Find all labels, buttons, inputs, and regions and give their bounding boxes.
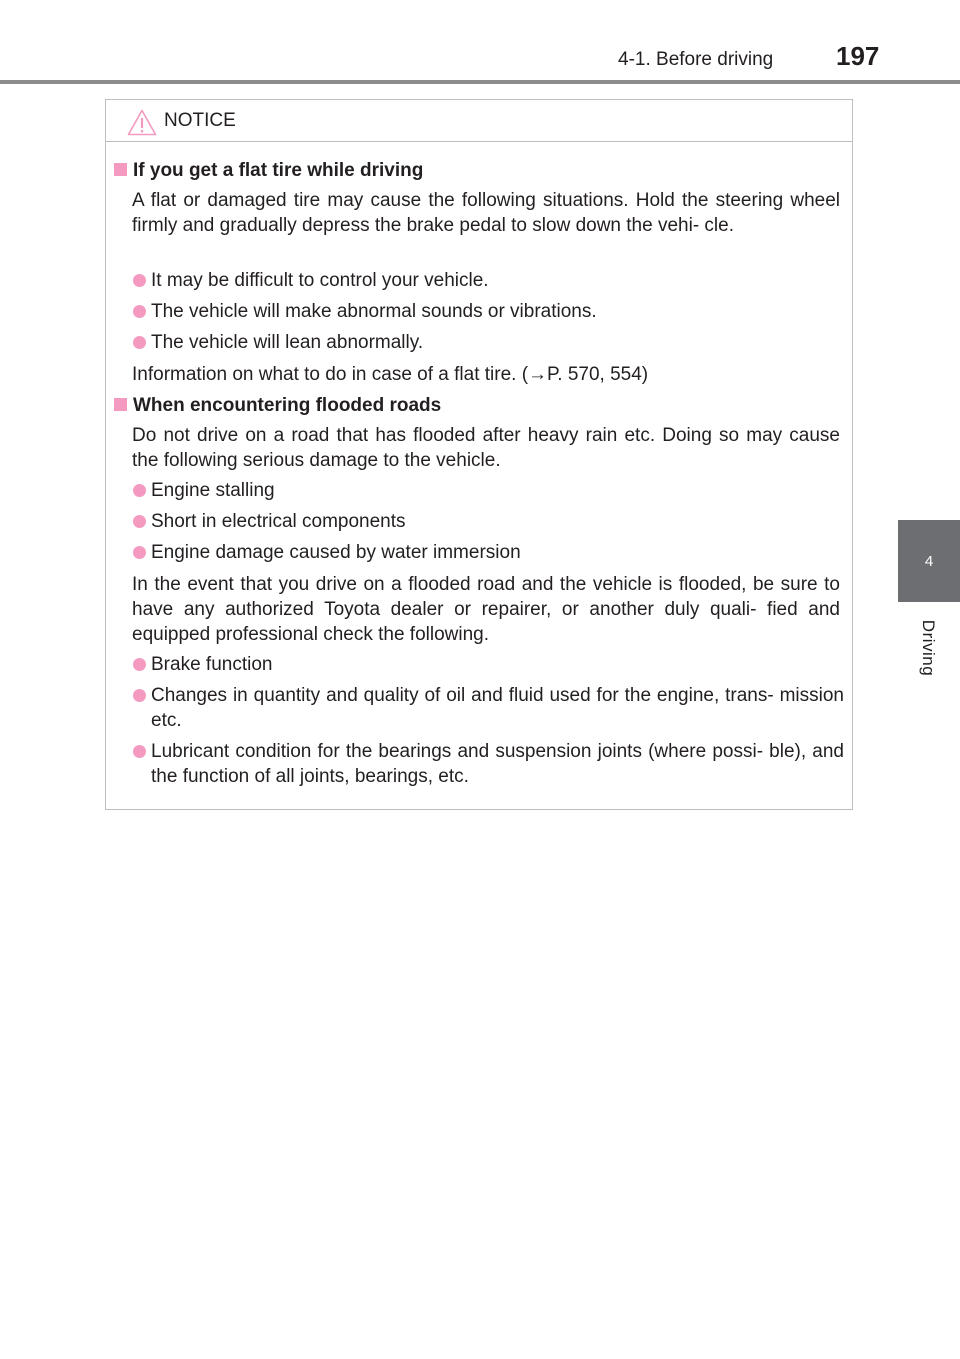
circle-bullet-icon xyxy=(133,745,146,758)
chapter-number: 4 xyxy=(924,552,934,570)
paragraph: Information on what to do in case of a flat tire. (→P. 570, 554) xyxy=(132,364,649,385)
chapter-tab[interactable] xyxy=(898,520,960,602)
header-rule xyxy=(0,80,960,84)
paragraph: In the event that you drive on a flooded road and the vehicle is flooded, be sure to have any authorized Toyota dealer or repairer, or another duly quali- fied and equipped professional check the following. xyxy=(132,574,840,645)
list-item: Engine stalling xyxy=(132,478,844,503)
circle-bullet-icon xyxy=(133,484,146,497)
notice-title: NOTICE xyxy=(164,110,236,131)
warning-icon xyxy=(127,109,157,136)
list-item: Brake function xyxy=(132,652,844,677)
list-item: Engine damage caused by water immersion xyxy=(132,540,844,565)
notice-header xyxy=(106,100,852,142)
square-bullet-icon xyxy=(114,398,127,411)
circle-bullet-icon xyxy=(133,274,146,287)
section-heading: If you get a flat tire while driving xyxy=(114,160,423,182)
circle-bullet-icon xyxy=(133,336,146,349)
list-item: Changes in quantity and quality of oil and fluid used for the engine, trans- mission etc. xyxy=(132,683,844,733)
section-title: 4-1. Before driving xyxy=(618,49,774,70)
list-item: It may be difficult to control your vehicle. xyxy=(132,268,844,293)
circle-bullet-icon xyxy=(133,515,146,528)
paragraph: A flat or damaged tire may cause the following situations. Hold the steering wheel firmly and gradually depress the brake pedal to slow down the vehi- cle. xyxy=(132,190,840,236)
list-item: Short in electrical components xyxy=(132,509,844,534)
chapter-label: Driving xyxy=(919,619,938,677)
list-item: Lubricant condition for the bearings and suspension joints (where possi- ble), and the function of all joints, bearings, etc. xyxy=(132,739,844,789)
list-item: The vehicle will lean abnormally. xyxy=(132,330,844,355)
circle-bullet-icon xyxy=(133,305,146,318)
circle-bullet-icon xyxy=(133,546,146,559)
page-header xyxy=(0,0,960,84)
square-bullet-icon xyxy=(114,163,127,176)
paragraph: Do not drive on a road that has flooded after heavy rain etc. Doing so may cause the following serious damage to the vehicle. xyxy=(132,425,840,471)
circle-bullet-icon xyxy=(133,658,146,671)
section-heading: When encountering flooded roads xyxy=(114,395,441,417)
page-number: 197 xyxy=(836,41,880,71)
circle-bullet-icon xyxy=(133,689,146,702)
list-item: The vehicle will make abnormal sounds or vibrations. xyxy=(132,299,844,324)
notice-box xyxy=(105,99,853,810)
